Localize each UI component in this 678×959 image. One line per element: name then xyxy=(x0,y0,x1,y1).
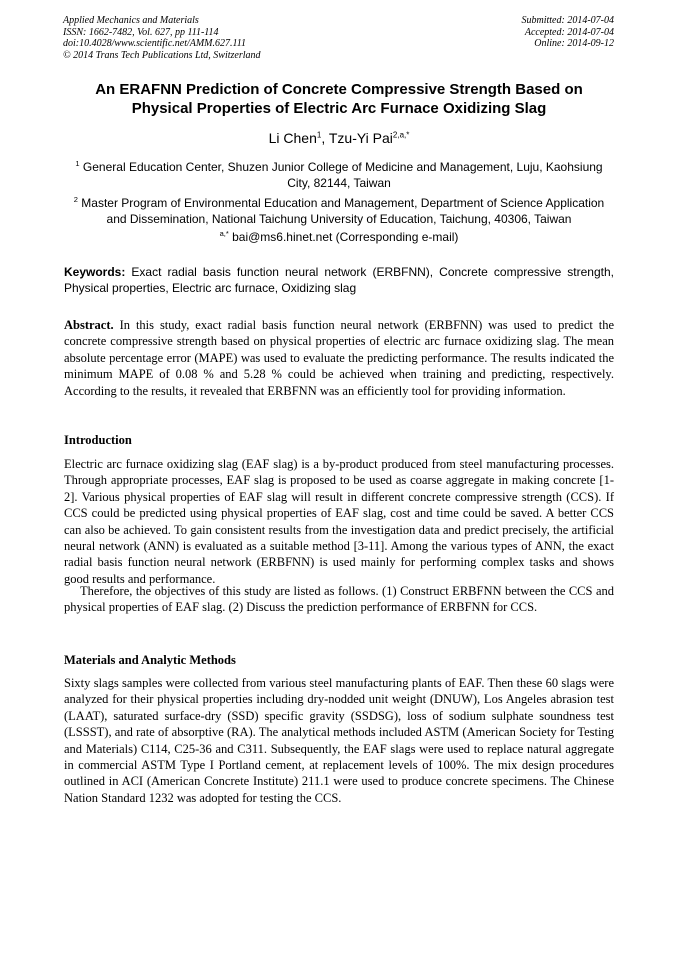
keywords xyxy=(64,264,614,296)
affiliation-1 xyxy=(64,156,614,191)
keywords-text: Exact radial basis function neural network (ERBFNN), Concrete compressive strength, Physical properties, Electric arc furnace, Oxidizing slag xyxy=(64,265,614,295)
journal-issn: ISSN: 1662-7482, Vol. 627, pp 111-114 xyxy=(63,26,219,38)
introduction-paragraph-1: Electric arc furnace oxidizing slag (EAF slag) is a by-product produced from steel manufacturing processes. Through appropriate processes, EAF slag is proposed to be used as coarse aggregate in making concrete [1-2]. Various physical properties of EAF slag will result in different concrete compressive strength (CCS). If CCS could be predicted using physical properties of EAF slag, cost and time could be saved. A better CCS can also be achieved. To gain consistent results from the investigation data and predict precisely, the artificial neural network (ANN) is evaluated as a suitable method [3-11]. Among the various types of ANN, the exact radial basis function neural network (ERBFNN) is used mainly for performing complex tasks and shows good results and performance. xyxy=(64,457,614,586)
author-separator: , xyxy=(321,130,329,146)
submitted-date: Submitted: 2014-07-04 xyxy=(521,15,614,26)
paper-title-line-2: Physical Properties of Electric Arc Furnace Oxidizing Slag xyxy=(131,100,547,117)
keywords-label: Keywords: xyxy=(64,265,126,279)
abstract-label: Abstract. xyxy=(64,318,114,332)
section-heading-introduction: Introduction xyxy=(64,433,132,447)
corresponding-email xyxy=(64,229,614,244)
author-affiliation-mark: 1 xyxy=(316,130,322,140)
paper-title-line-1: An ERAFNN Prediction of Concrete Compressive Strength Based on xyxy=(95,81,583,98)
affiliation-2 xyxy=(64,192,614,227)
author-list xyxy=(60,130,618,146)
author-name: Li Chen xyxy=(268,130,317,146)
affiliation-text: Master Program of Environmental Education and Management, Department of Science Application and Dissemination, National Taichung University of Education, Taichung, 40306, Taiwan xyxy=(81,196,605,226)
online-date: Online: 2014-09-12 xyxy=(534,38,614,49)
introduction-paragraph-2: Therefore, the objectives of this study are listed as follows. (1) Construct ERBFNN between the CCS and physical properties of EAF slag. (2) Discuss the prediction performance of ERBFNN for CCS. xyxy=(64,584,614,615)
affiliation-mark: 2 xyxy=(73,195,78,204)
journal-name: Applied Mechanics and Materials xyxy=(63,15,199,26)
journal-copyright: © 2014 Trans Tech Publications Ltd, Switzerland xyxy=(63,49,261,61)
submission-dates xyxy=(522,15,615,50)
abstract xyxy=(64,317,614,399)
abstract-text: In this study, exact radial basis function neural network (ERBFNN) was used to predict the concrete compressive strength based on physical properties of electric arc furnace oxidizing slag. The mean absolute percentage error (MAPE) was used to evaluate the predicting performance. The results indicated the minimum MAPE of 0.08 % and 5.28 % could be achieved when training and predicting, respectively. According to the results, it revealed that ERBFNN was an efficiently tool for providing information. xyxy=(64,318,614,398)
accepted-date: Accepted: 2014-07-04 xyxy=(524,26,614,38)
affiliation-text: General Education Center, Shuzen Junior College of Medicine and Management, Luju, Kaohsiung City, 82144, Taiwan xyxy=(82,160,603,190)
affiliation-mark: 1 xyxy=(75,159,80,168)
section-heading-methods: Materials and Analytic Methods xyxy=(64,653,236,667)
paper-title xyxy=(60,80,618,118)
email-mark: a,* xyxy=(219,229,229,238)
author-affiliation-mark: 2,a,* xyxy=(392,130,410,140)
author-name: Tzu-Yi Pai xyxy=(328,130,393,146)
journal-info xyxy=(63,15,261,61)
email-text: bai@ms6.hinet.net (Corresponding e-mail) xyxy=(232,230,459,244)
methods-paragraph-1: Sixty slags samples were collected from various steel manufacturing plants of EAF. Then these 60 slags were analyzed for their physical properties including dry-nodded unit weight (DNUW), Los Angeles abrasion test (LAAT), saturated surface-dry (SSD) specific gravity (SSDSG), loss of sodium sulphate soundness test (LSSST), and rate of absorptive (RA). The analytical methods included ASTM (American Society for Testing and Materials) C114, C25-36 and C311. Subsequently, the EAF slags were used to replace natural aggregate in commercial ASTM Type I Portland cement, at replacement levels of 100%. The mix design procedures outlined in ACI (American Concrete Institute) 211.1 were used to produce concrete specimens. The Chinese Nation Standard 1232 was adopted for testing the CCS. xyxy=(64,676,614,805)
journal-doi: doi:10.4028/www.scientific.net/AMM.627.111 xyxy=(63,38,247,49)
